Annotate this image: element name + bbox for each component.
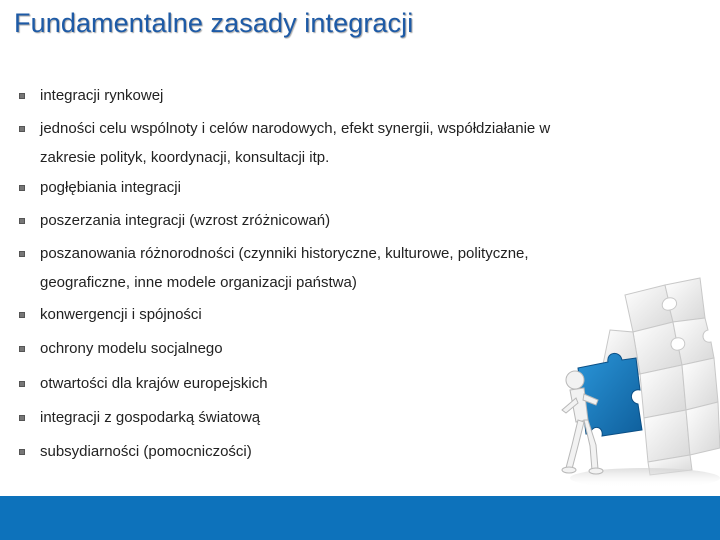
list-item-text: otwartości dla krajów europejskich	[40, 375, 268, 392]
bullet-marker-icon	[19, 449, 25, 455]
bullet-marker-icon	[19, 415, 25, 421]
bullet-marker-icon	[19, 218, 25, 224]
list-item-text: poszerzania integracji (wzrost zróżnicowań)	[40, 212, 331, 229]
list-item-text: poszanowania różnorodności (czynniki historyczne, kulturowe, polityczne, geograficzne, inne modele organizacji państwa)	[40, 245, 529, 291]
list-item-text: ochrony modelu socjalnego	[40, 340, 223, 357]
bullet-marker-icon	[19, 185, 25, 191]
bullet-marker-icon	[19, 346, 25, 352]
bullet-marker-icon	[19, 381, 25, 387]
list-item-text: integracji rynkowej	[40, 87, 164, 104]
list-item-text: pogłębiania integracji	[40, 179, 181, 196]
bullet-marker-icon	[19, 251, 25, 257]
slide-title: Fundamentalne zasady integracji	[14, 8, 414, 38]
bullet-marker-icon	[19, 126, 25, 132]
list-item-text: subsydiarności (pomocniczości)	[40, 443, 252, 460]
footer-bar	[0, 496, 720, 540]
list-item-text: konwergencji i spójności	[40, 306, 202, 323]
bullet-marker-icon	[19, 93, 25, 99]
list-item-text: jedności celu wspólnoty i celów narodowych, efekt synergii, współdziałanie w zakresie polityk, koordynacji, konsultacji itp.	[40, 120, 551, 166]
bullet-marker-icon	[19, 312, 25, 318]
list-item-text: integracji z gospodarką światową	[40, 409, 261, 426]
puzzle-figure-icon	[540, 270, 720, 500]
